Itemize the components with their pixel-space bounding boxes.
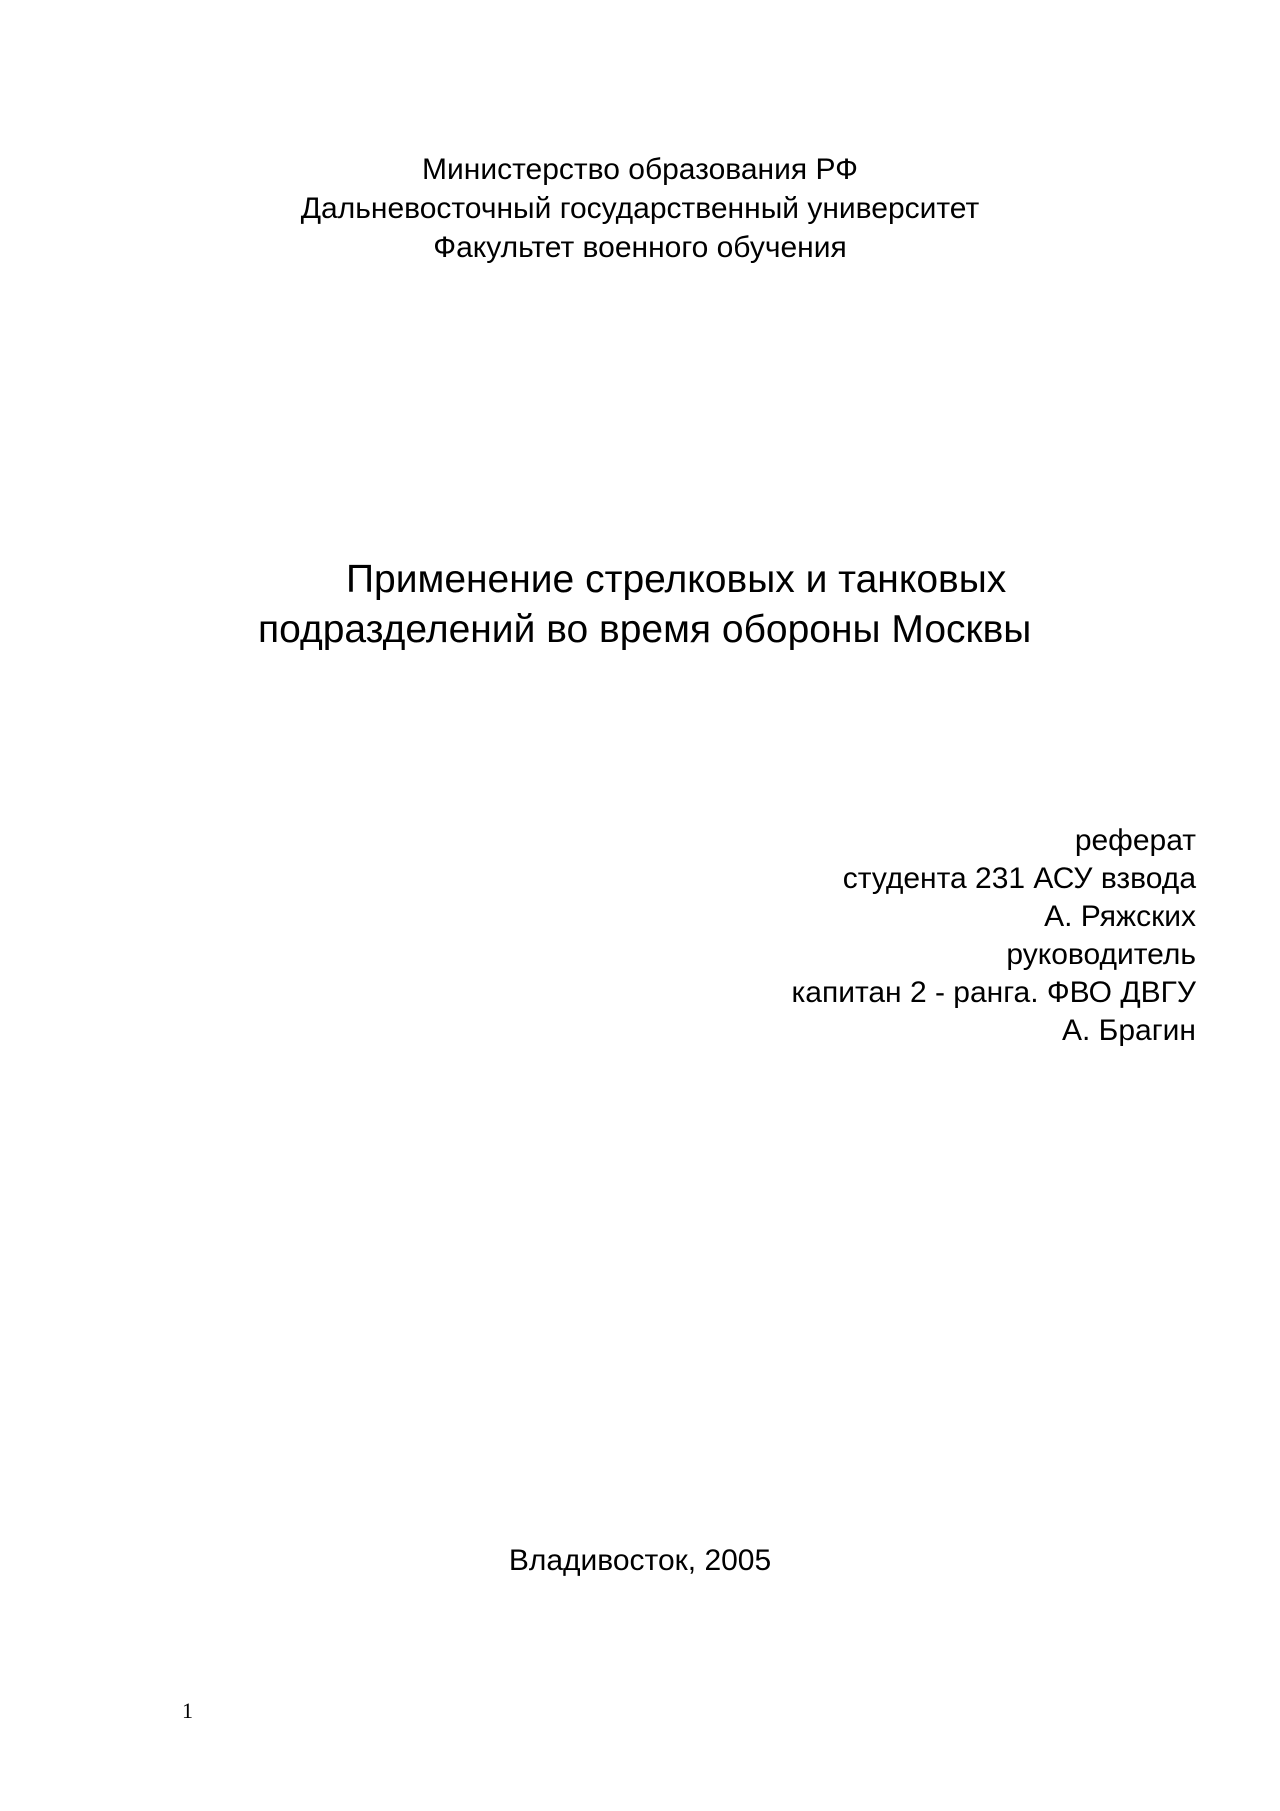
institution-header: [0, 150, 1280, 267]
supervisor-name-line: А. Брагин: [1061, 1014, 1196, 1047]
ministry-line: Министерство образования РФ: [422, 153, 858, 186]
city-year-footer: [0, 1542, 1280, 1580]
title-line-1: Применение стрелковых и танковых: [346, 558, 1007, 601]
university-line: Дальневосточный государственный университет: [300, 192, 980, 225]
city-year-text: Владивосток, 2005: [508, 1544, 772, 1577]
faculty-line: Факультет военного обучения: [433, 231, 847, 264]
student-line: студента 231 АСУ взвода: [842, 862, 1196, 895]
document-title: [258, 555, 1158, 655]
title-line-2: подразделений во время обороны Москвы: [258, 608, 1032, 651]
supervisor-label-line: руководитель: [1006, 938, 1196, 971]
page-number: 1: [182, 1698, 193, 1723]
student-name-line: А. Ряжских: [1044, 900, 1196, 933]
supervisor-rank-line: капитан 2 - ранга. ФВО ДВГУ: [791, 976, 1196, 1009]
work-type-line: реферат: [1074, 824, 1196, 857]
author-info: [791, 822, 1196, 1050]
